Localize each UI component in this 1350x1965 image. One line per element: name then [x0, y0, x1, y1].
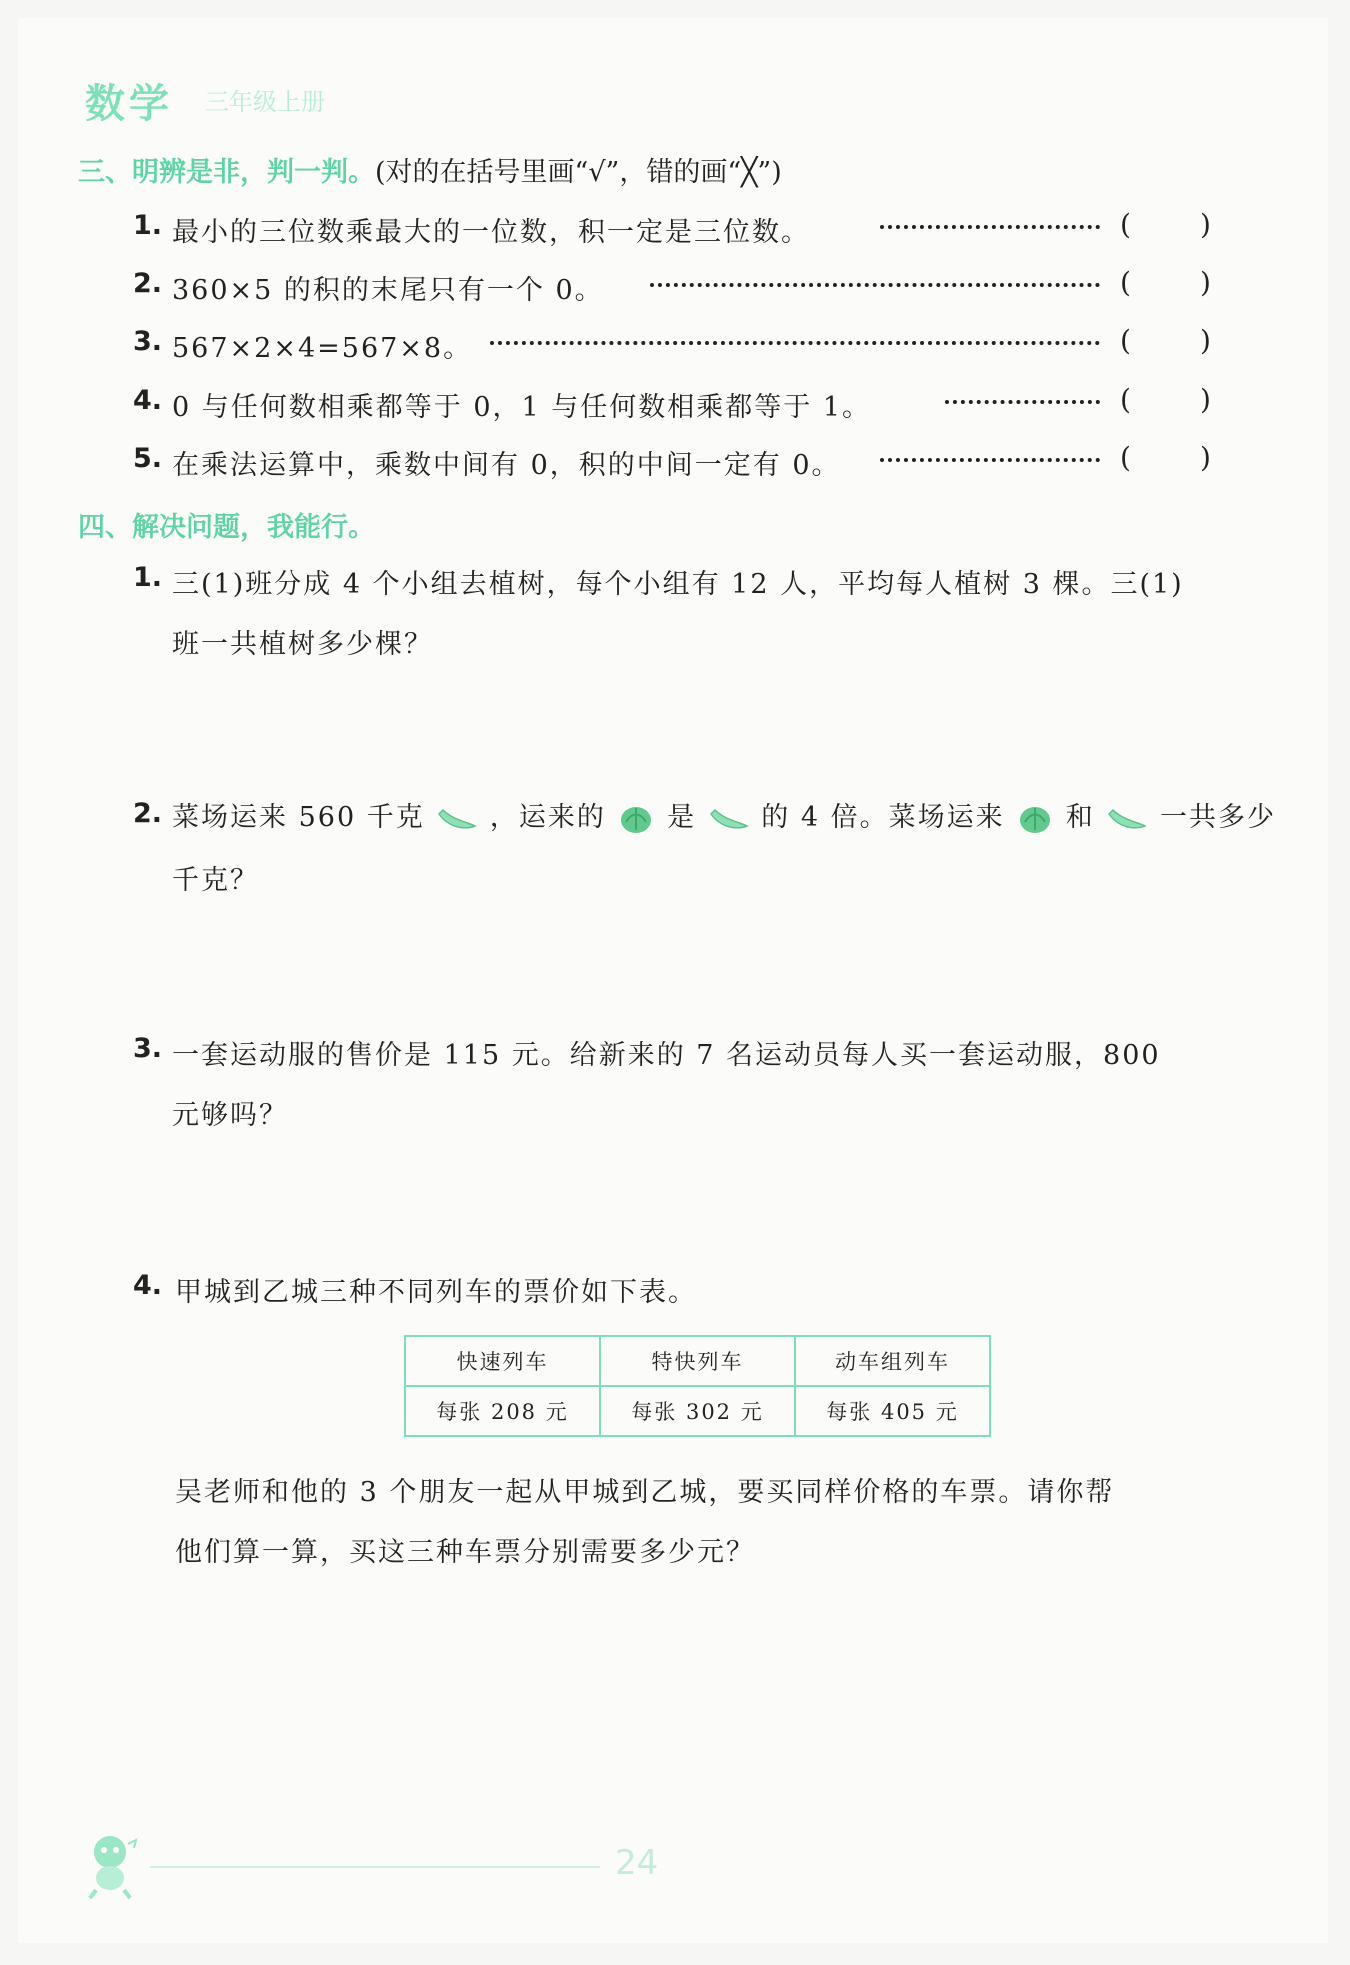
q3-line1: 一套运动服的售价是 115 元。给新来的 7 名运动员每人买一套运动服，800 [172, 1040, 1161, 1071]
answer-paren-close: ) [1200, 324, 1211, 357]
dot-leader [650, 280, 1100, 287]
fare-table [404, 1335, 991, 1437]
answer-paren-open: ( [1120, 208, 1131, 241]
q2-seg6: 一共多少 [1159, 802, 1276, 833]
q2-seg1: 菜场运来 560 千克 [172, 802, 425, 833]
q2-line1 [172, 795, 1276, 836]
s3-item4-text: 0 与任何数相乘都等于 0，1 与任何数相乘都等于 1。 [172, 392, 872, 423]
dot-leader [945, 397, 1100, 404]
q3-line2: 元够吗？ [172, 1100, 288, 1131]
q1-num: 1. [133, 562, 163, 593]
q2-line2: 千克？ [172, 865, 259, 896]
q4-line1: 吴老师和他的 3 个朋友一起从甲城到乙城，要买同样价格的车票。请你帮 [175, 1477, 1115, 1508]
section3-title: 三、明辨是非，判一判。 [78, 157, 375, 188]
q2-seg4: 的 4 倍。菜场运来 [761, 802, 1005, 833]
table-header-row [405, 1336, 990, 1386]
grade-label: 三年级上册 [205, 88, 325, 116]
q2-seg5: 和 [1065, 802, 1095, 833]
answer-paren-open: ( [1120, 266, 1131, 299]
q2-num: 2. [133, 798, 163, 829]
cabbage-icon [618, 802, 654, 836]
dot-leader [880, 455, 1100, 462]
section3-heading [78, 150, 782, 189]
answer-paren-close: ) [1200, 441, 1211, 474]
green-bean-icon [437, 806, 477, 832]
mascot-icon [78, 1830, 148, 1900]
answer-paren-open: ( [1120, 383, 1131, 416]
table-header-cell: 特快列车 [600, 1336, 795, 1386]
s3-item5-num: 5. [133, 443, 163, 474]
q4-num: 4. [133, 1270, 163, 1301]
q1-line1: 三(1)班分成 4 个小组去植树，每个小组有 12 人，平均每人植树 3 棵。三(1) [172, 569, 1184, 600]
table-header-cell: 动车组列车 [795, 1336, 990, 1386]
answer-paren-close: ) [1200, 383, 1211, 416]
q2-seg2: ，运来的 [489, 802, 606, 833]
table-cell: 每张 302 元 [600, 1386, 795, 1436]
table-header-cell: 快速列车 [405, 1336, 600, 1386]
s3-item2-num: 2. [133, 268, 163, 299]
q1-line2: 班一共植树多少棵？ [172, 629, 433, 660]
section4-title: 四、解决问题，我能行。 [78, 512, 375, 543]
dot-leader [880, 222, 1100, 229]
section3-note: (对的在括号里画“√”，错的画“╳”) [375, 157, 782, 188]
answer-paren-close: ) [1200, 266, 1211, 299]
dot-leader [490, 338, 1100, 345]
table-row [405, 1386, 990, 1436]
footer-line [150, 1866, 600, 1868]
table-cell: 每张 405 元 [795, 1386, 990, 1436]
q4-line2: 他们算一算，买这三种车票分别需要多少元？ [175, 1537, 755, 1568]
green-bean-icon [1107, 806, 1147, 832]
q4-intro: 甲城到乙城三种不同列车的票价如下表。 [175, 1277, 697, 1308]
answer-paren-open: ( [1120, 441, 1131, 474]
s3-item2-text: 360×5 的积的末尾只有一个 0。 [172, 275, 604, 306]
subject-title: 数学 [85, 81, 173, 127]
s3-item3-num: 3. [133, 326, 163, 357]
s3-item5-text: 在乘法运算中，乘数中间有 0，积的中间一定有 0。 [172, 450, 841, 481]
s3-item1-num: 1. [133, 210, 163, 241]
answer-paren-open: ( [1120, 324, 1131, 357]
table-cell: 每张 208 元 [405, 1386, 600, 1436]
q3-num: 3. [133, 1033, 163, 1064]
answer-paren-close: ) [1200, 208, 1211, 241]
page-number: 24 [615, 1843, 659, 1883]
q2-seg3: 是 [667, 802, 697, 833]
green-bean-icon [709, 806, 749, 832]
s3-item1-text: 最小的三位数乘最大的一位数，积一定是三位数。 [172, 217, 810, 248]
cabbage-icon [1017, 802, 1053, 836]
s3-item3-text: 567×2×4=567×8。 [172, 333, 473, 364]
s3-item4-num: 4. [133, 385, 163, 416]
